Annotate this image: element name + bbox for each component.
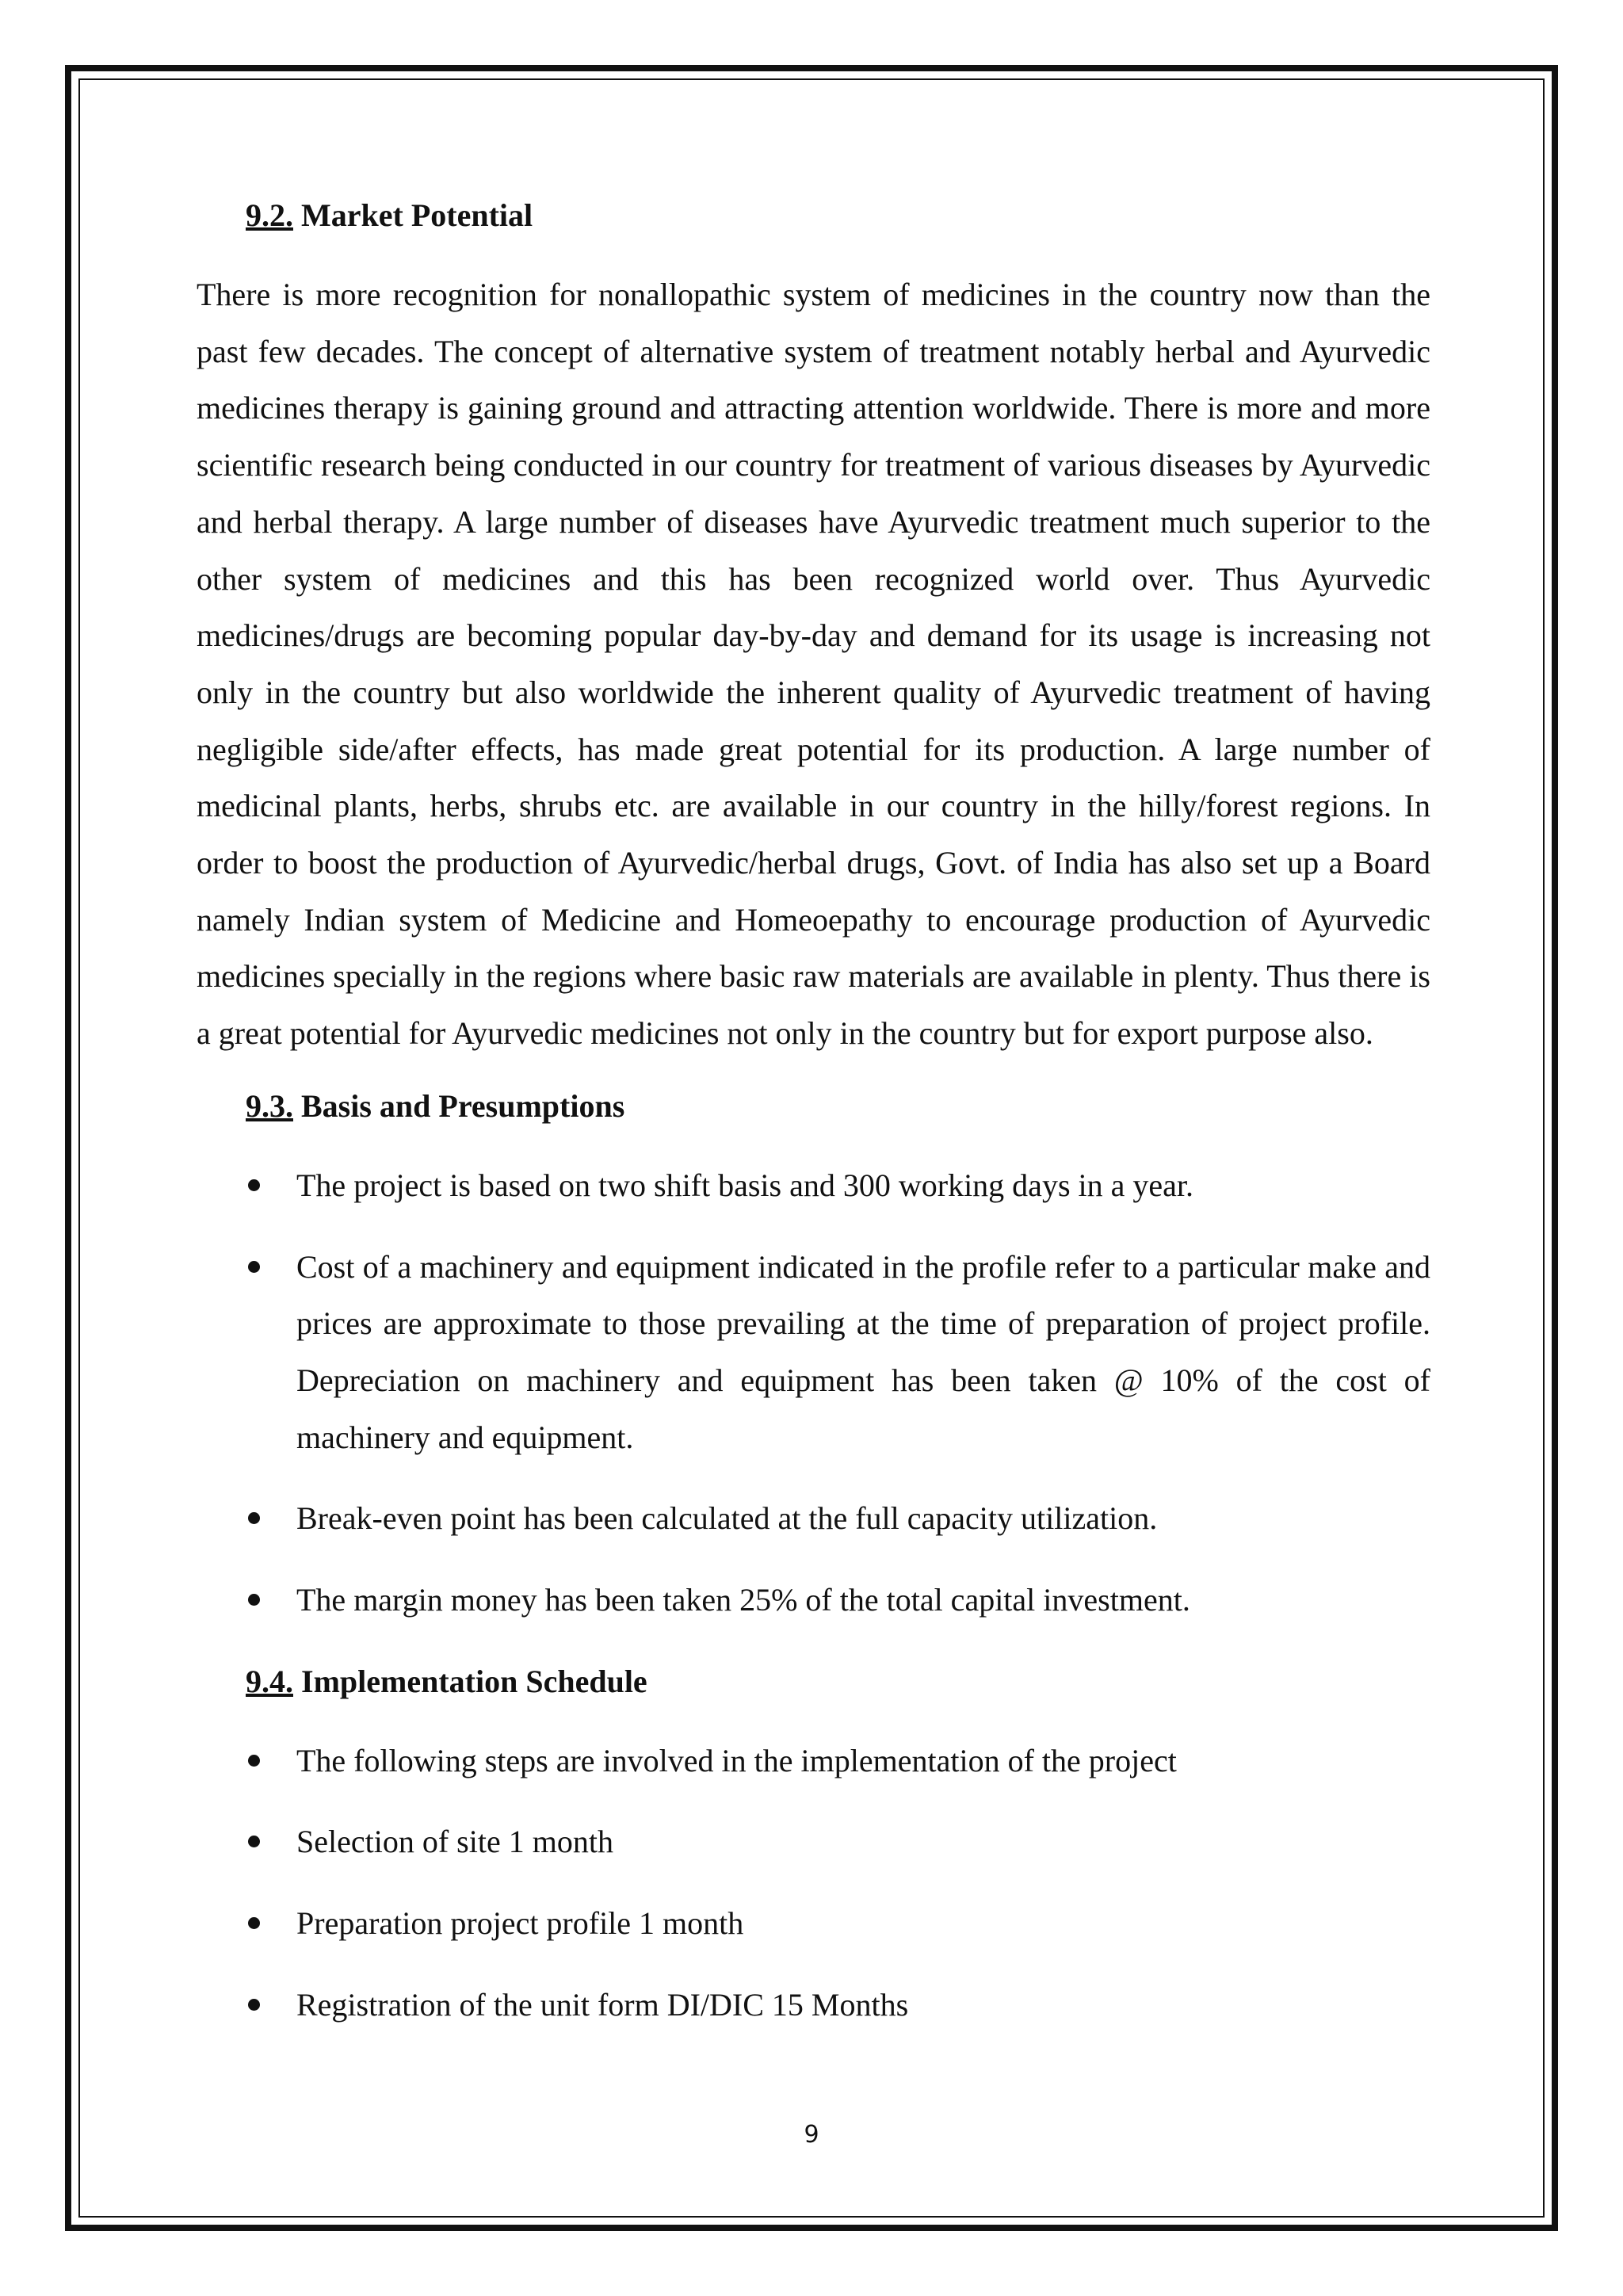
- market-potential-paragraph: There is more recognition for nonallopathic system of medicines in the country now than the past few decades. The concept of alternative system of treatment notably herbal and Ayurvedic medicines therapy is gaining ground and attracting attention worldwide. There is more and more scientific research being conducted in our country for treatment of various diseases by Ayurvedic and herbal therapy. A large number of diseases have Ayurvedic treatment much superior to the other system of medicines and this has been recognized world over. Thus Ayurvedic medicines/drugs are becoming popular day-by-day and demand for its usage is increasing not only in the country but also worldwide the inherent quality of Ayurvedic treatment of having negligible side/after effects, has made great potential for its production. A large number of medicinal plants, herbs, shrubs etc. are available in our country in the hilly/forest regions. In order to boost the production of Ayurvedic/herbal drugs, Govt. of India has also set up a Board namely Indian system of Medicine and Homeoepathy to encourage production of Ayurvedic medicines specially in the regions where basic raw materials are available in plenty. Thus there is a great potential for Ayurvedic medicines not only in the country but for export purpose also.: [197, 277, 1430, 1052]
- list-item-text: Selection of site 1 month: [296, 1824, 613, 1860]
- section-heading-implementation-schedule: [246, 1653, 1430, 1710]
- section-number: 9.4.: [246, 1663, 293, 1699]
- bullet-icon: [248, 1594, 260, 1606]
- page-content: [197, 187, 1430, 2058]
- section-heading-basis-and-presumptions: [246, 1078, 1430, 1135]
- bullet-icon: [248, 1917, 260, 1929]
- list-item: [197, 1490, 1430, 1547]
- list-item: [197, 1572, 1430, 1629]
- section-heading-market-potential: [246, 187, 1430, 244]
- list-item: [197, 1239, 1430, 1466]
- list-item: [197, 1733, 1430, 1790]
- bullet-icon: [248, 1755, 260, 1767]
- list-item: [197, 1977, 1430, 2034]
- list-item-text: Break-even point has been calculated at the full capacity utilization.: [296, 1500, 1158, 1537]
- bullet-icon: [248, 1999, 260, 2011]
- bullet-icon: [248, 1179, 260, 1191]
- list-item-text: The following steps are involved in the implementation of the project: [296, 1742, 1177, 1778]
- section-title: Basis and Presumptions: [301, 1087, 625, 1124]
- page-number: 9: [804, 2121, 819, 2149]
- bullet-icon: [248, 1836, 260, 1847]
- list-item-text: The margin money has been taken 25% of the total capital investment.: [296, 1582, 1190, 1618]
- list-item: [197, 1895, 1430, 1952]
- implementation-schedule-list: [197, 1733, 1430, 2034]
- list-item: [197, 1157, 1430, 1214]
- list-item-text: The project is based on two shift basis and 300 working days in a year.: [296, 1167, 1193, 1203]
- section-title: Implementation Schedule: [301, 1663, 647, 1699]
- basis-and-presumptions-list: [197, 1157, 1430, 1629]
- section-number: 9.3.: [246, 1087, 293, 1124]
- list-item-text: Cost of a machinery and equipment indicated in the profile refer to a particular make and prices are approximate to those prevailing at the time of preparation of project profile. Depreciation on machinery and equipment has been taken @ 10% of the cost of machinery and equipment.: [296, 1248, 1430, 1455]
- section-title: Market Potential: [301, 197, 533, 233]
- bullet-icon: [248, 1512, 260, 1524]
- section-number: 9.2.: [246, 197, 293, 233]
- list-item: [197, 1813, 1430, 1870]
- bullet-icon: [248, 1261, 260, 1273]
- list-item-text: Preparation project profile 1 month: [296, 1905, 744, 1942]
- list-item-text: Registration of the unit form DI/DIC 15 Months: [296, 1986, 909, 2023]
